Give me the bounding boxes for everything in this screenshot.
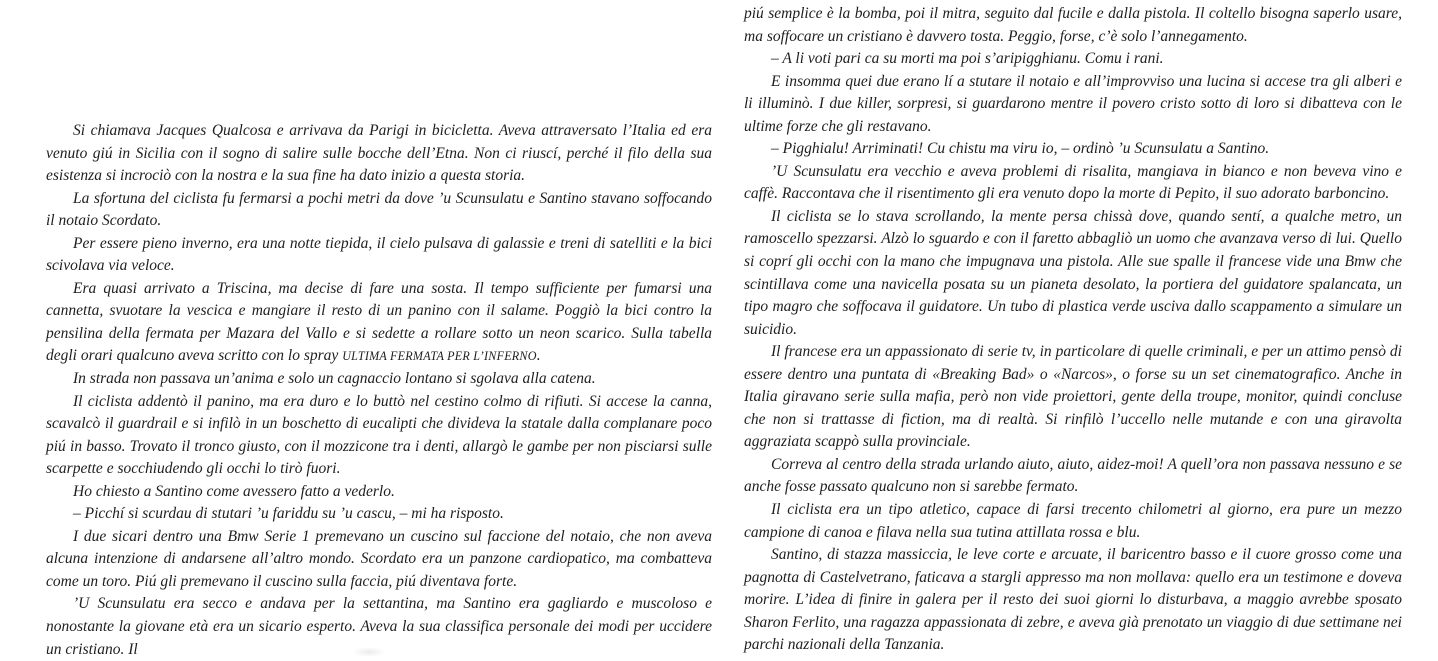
paragraph xyxy=(46,278,712,368)
paragraph: Si chiamava Jacques Qualcosa e arrivava da Parigi in bicicletta. Aveva attraversato l’Italia ed era venuto giú in Sicilia con il sogno di salire sulle bocche dell’Etna. Non ci riuscí, perché il filo della sua esistenza si incrociò con la nostra e la sua fine ha dato inizio a questa storia. xyxy=(46,122,712,185)
paragraph: Il ciclista addentò il panino, ma era duro e lo buttò nel cestino colmo di rifiuti. Si accese la canna, scavalcò il guardrail e si infilò in un boschetto di eucalipti che divideva la statale dalla complanare poco piú in basso. Trovato il tronco giusto, con il mozzicone tra i denti, allargò le gambe per non pisciarsi sulle scarpette e socchiudendo gli occhi lo tirò fuori. xyxy=(46,392,712,478)
dialogue-paragraph: – Pigghialu! Arriminati! Cu chistu ma viru io, – ordinò ’u Scunsulatu a Santino. xyxy=(771,140,1270,158)
paragraph: Per essere pieno inverno, era una notte tiepida, il cielo pulsava di galassie e treni di satelliti e la bici scivolava via veloce. xyxy=(46,234,712,275)
paragraph: I due sicari dentro una Bmw Serie 1 premevano un cuscino sul faccione del notaio, che non aveva alcuna intenzione di andarsene all’altro mondo. Scordato era un panzone cardiopatico, ma combatteva come un toro. Piú gli premevano il cuscino sulla faccia, piú diventava forte. xyxy=(46,527,712,590)
paragraph-text: . xyxy=(536,347,541,365)
left-page xyxy=(46,120,712,661)
paragraph: Ho chiesto a Santino come avessero fatto a vederlo. xyxy=(73,482,395,500)
dialogue-paragraph: – Picchí si scurdau di stutari ’u fariddu su ’u cascu, – mi ha risposto. xyxy=(73,505,504,523)
paragraph-text: Era quasi arrivato a Triscina, ma decise di fare una sosta. Il tempo sufficiente per fumarsi una cannetta, svuotare la vescica e mangiare il resto di un panino con il salame. Poggiò la bici contro la pensilina della fermata per Mazara del Vallo e si sedette a rollare sotto un neon scarico. Sulla tabella degli orari qualcuno aveva scritto con lo spray xyxy=(46,279,712,365)
paragraph: Il ciclista era un tipo atletico, capace di farsi trecento chilometri al giorno, era pure un mezzo campione di canoa e filava nella sua tutina attillata rossa e blu. xyxy=(744,501,1402,541)
paragraph: Il francese era un appassionato di serie tv, in particolare di quelle criminali, e per un attimo pensò di essere dentro una puntata di «Breaking Bad» o «Narcos», o forse su un set cinematografico. Anche in Italia giravano serie sulla mafia, però non vide proiettori, gente della troupe, monitor, quindi concluse che non si trattasse di fiction, ma di realtà. Si rinfilò l’uccello nelle mutande e con una giravolta aggraziata scappò sulla provinciale. xyxy=(744,343,1402,451)
paragraph: Il ciclista se lo stava scrollando, la mente persa chissà dove, quando sentí, a qualche metro, un ramoscello spezzarsi. Alzò lo sguardo e con il faretto abbagliò un uomo che avanzava verso di lui. Quello si coprí gli occhi con la mano che impugnava una pistola. Alle sue spalle il francese vide una Bmw che scintillava come una navicella posata su un pianeta desolato, la portiera del guidatore spalancata, un tipo magro che soffocava il guidatore. Un tubo di plastica verde usciva dallo scappamento a simulare un suicidio. xyxy=(744,207,1402,338)
paragraph: La sfortuna del ciclista fu fermarsi a pochi metri da dove ’u Scunsulatu e Santino stavano soffocando il notaio Scordato. xyxy=(46,189,712,230)
paragraph-continuation: piú semplice è la bomba, poi il mitra, seguito dal fucile e dalla pistola. Il coltello bisogna saperlo usare, ma soffocare un cristiano è davvero tosta. Peggio, forse, c’è solo l’annegamento. xyxy=(744,5,1402,45)
paragraph: ’U Scunsulatu era secco e andava per la settantina, ma Santino era gagliardo e muscoloso e nonostante la giovane età era un sicario esperto. Aveva la sua classifica personale dei modi per uccidere un cristiano. Il xyxy=(46,595,712,658)
paragraph: In strada non passava un’anima e solo un cagnaccio lontano si sgolava alla catena. xyxy=(73,370,596,388)
right-page xyxy=(744,3,1402,657)
paragraph: Santino, di stazza massiccia, le leve corte e arcuate, il baricentro basso e il cuore grosso come una pagnotta di Castelvetrano, faticava a stargli appresso ma non mollava: quello era un testimone e doveva morire. L’idea di finire in galera per il resto dei suoi giorni lo disturbava, a maggio avrebbe sposato Sharon Ferlito, una ragazza appassionata di zebre, e aveva già prenotato un viaggio di due settimane nei parchi nazionali della Tanzania. xyxy=(744,546,1402,654)
paragraph: ’U Scunsulatu era vecchio e aveva problemi di risalita, mangiava in bianco e non beveva vino e caffè. Raccontava che il risentimento gli era venuto dopo la morte di Pepito, il suo adorato barboncino. xyxy=(744,162,1402,203)
dialogue-paragraph: – A li voti pari ca su morti ma poi s’aripigghianu. Comu i rani. xyxy=(771,50,1164,68)
graffiti-smallcaps-text: ULTIMA FERMATA PER L’INFERNO xyxy=(342,349,537,364)
paragraph: E insomma quei due erano lí a stutare il notaio e all’improvviso una lucina si accese tra gli alberi e li illuminò. I due killer, sorpresi, si guardarono mentre il povero cristo sotto di loro si dibatteva con le ultime forze che gli restavano. xyxy=(744,72,1402,135)
paragraph: Correva al centro della strada urlando aiuto, aiuto, aidez-moi! A quell’ora non passava nessuno e se anche fosse passato qualcuno non si sarebbe fermato. xyxy=(744,455,1402,496)
